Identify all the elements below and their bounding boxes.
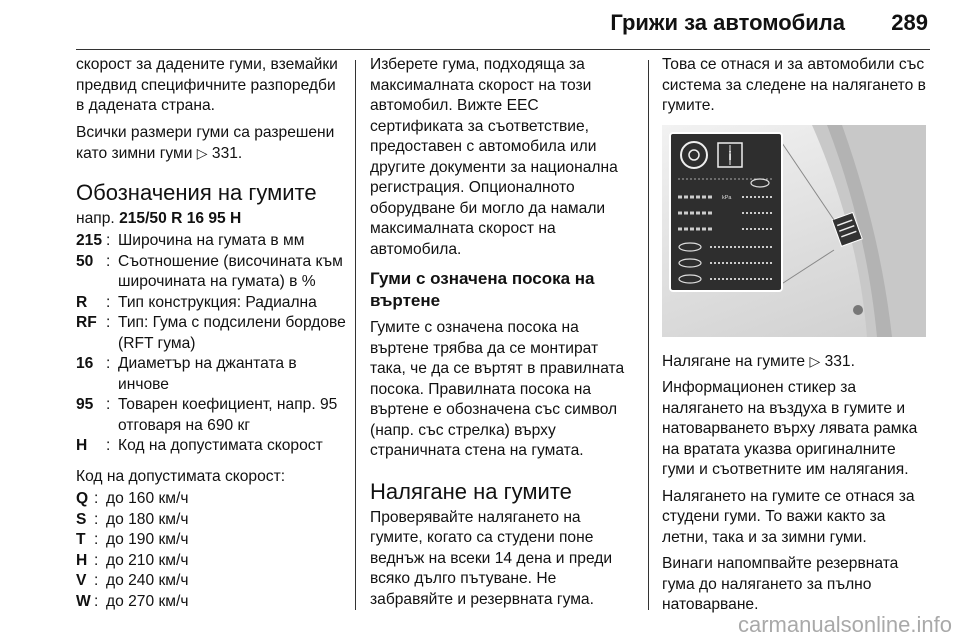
paragraph-winter-tyres: Всички размери гуми са разрешени като зимни гуми ▷ 331. <box>76 123 335 162</box>
column-1 <box>76 55 348 612</box>
column-2 <box>370 55 635 616</box>
definition-row-sep: : <box>106 437 111 454</box>
speed-code-list <box>76 489 348 612</box>
speed-row-sep: : <box>94 510 99 528</box>
speed-row-sep: : <box>94 551 99 569</box>
zoom-line <box>780 250 834 285</box>
page-reference-icon: ▷ <box>809 352 821 369</box>
definition-row-sep: : <box>106 293 111 311</box>
paragraph: Винаги напомпвайте резервната гума до налягането за пълно натоварване. <box>662 555 899 613</box>
tyre-code-definitions <box>76 231 348 457</box>
definition-row-value: Диаметър на джантата в инчове <box>118 355 297 393</box>
speed-row-value: до 160 км/ч <box>106 490 189 507</box>
definition-row <box>76 231 348 252</box>
definition-row-value: Тип конструкция: Радиална <box>118 293 317 311</box>
definition-row <box>76 395 348 436</box>
definition-row-value: Широчина на гумата в мм <box>118 232 305 249</box>
speed-row-key: T <box>76 531 86 548</box>
section-heading-tyre-designations: Обозначения на гумите <box>76 179 317 205</box>
sticker-unit: kPa <box>722 194 732 201</box>
speed-row <box>76 592 348 613</box>
definition-row <box>76 436 348 457</box>
definition-row-sep: : <box>106 232 111 249</box>
speed-row-key: Q <box>76 490 89 507</box>
speed-row-value: до 190 км/ч <box>106 531 189 548</box>
definition-row-value: Товарен коефициент, напр. 95 отговаря на 690 кг <box>118 396 338 434</box>
speed-row-sep: : <box>94 531 99 548</box>
speed-code-intro: Код на допустимата скорост: <box>76 467 286 485</box>
definition-row-key: 50 <box>76 252 94 270</box>
definition-row-key: 215 <box>76 232 103 249</box>
definition-row-value: Код на допустимата скорост <box>118 437 323 454</box>
definition-row <box>76 293 348 314</box>
page-reference-icon: ▷ <box>196 145 208 161</box>
paragraph: скорост за дадените гуми, вземайки предвид специфичните разпоредби в дадената страна. <box>76 56 338 114</box>
page-reference[interactable]: 331. <box>824 352 855 370</box>
speed-row-value: до 210 км/ч <box>106 551 189 569</box>
svg-text:i: i <box>728 148 732 163</box>
paragraph: Информационен стикер за налягането на въздуха в гумите и натоварването върху лявата рамка на вратата указва оригиналните гуми и съответните им налягания. <box>662 379 918 478</box>
door-hinge-bolt <box>853 305 863 315</box>
speed-row-value: до 270 км/ч <box>106 592 189 610</box>
section-heading-tyre-pressure: Налягане на гумите <box>370 478 572 504</box>
speed-row-value: до 180 км/ч <box>106 510 189 528</box>
watermark: carmanualsonline.info <box>737 612 952 637</box>
paragraph: Гумите с означена посока на въртене трябва да се монтират така, че да се въртят в правилната посока. Правилната посока на въртене е обозначена със символ (напр. със стрелка) върху страничната стена на гумата. <box>370 319 625 459</box>
column-divider-2 <box>648 60 649 610</box>
definition-row <box>76 252 348 293</box>
speed-row-key: V <box>76 572 87 589</box>
definition-row-value: Съотношение (височината към широчината на гумата) в % <box>118 252 343 290</box>
speed-row <box>76 510 348 531</box>
definition-row-key: R <box>76 293 88 311</box>
definition-row-key: RF <box>76 314 97 331</box>
section-heading-directional-tyres: Гуми с означена посока на въртене <box>370 269 595 310</box>
speed-row-key: W <box>76 592 91 610</box>
definition-row <box>76 313 348 354</box>
column-divider-1 <box>355 60 356 610</box>
speed-row-key: S <box>76 510 87 528</box>
paragraph: Налягането на гумите се отнася за студени гуми. То важи както за летни, така и за зимни гуми. <box>662 487 915 546</box>
page-reference[interactable]: 331. <box>211 145 243 162</box>
header-rule <box>76 49 930 50</box>
speed-row-sep: : <box>94 592 99 610</box>
paragraph: Изберете гума, подходяща за максималната скорост на този автомобил. Вижте ЕЕС сертификата за съответствие, предоставен с автомобила или другите документи за национална регистрация. Опционалното оборудване би могло да намали максималната скорост на автомобила. <box>370 56 618 258</box>
speed-row-sep: : <box>94 490 99 507</box>
definition-row-key: 16 <box>76 355 94 372</box>
speed-row <box>76 571 348 592</box>
definition-row-value: Тип: Гума с подсилени бордове (RFT гума) <box>118 314 346 352</box>
paragraph: Това се отнася и за автомобили със система за следене на налягането в гумите. <box>662 56 926 114</box>
example-line: напр. 215/50 R 16 95 H <box>76 209 242 227</box>
speed-row-value: до 240 км/ч <box>106 572 189 589</box>
definition-row-sep: : <box>106 252 111 270</box>
definition-row <box>76 354 348 395</box>
definition-row-sep: : <box>106 314 111 331</box>
speed-row <box>76 530 348 551</box>
door-frame-sticker-svg <box>662 125 926 337</box>
speed-row <box>76 551 348 572</box>
column-3 <box>662 55 932 622</box>
definition-row-sep: : <box>106 355 111 372</box>
page-number: 289 <box>891 10 928 35</box>
speed-row <box>76 489 348 510</box>
speed-row-sep: : <box>94 572 99 589</box>
example-code: 215/50 R 16 95 H <box>119 209 242 227</box>
definition-row-key: H <box>76 437 88 454</box>
definition-row-sep: : <box>106 396 111 413</box>
tyre-pressure-sticker-illustration <box>662 125 926 337</box>
page-header-title: Грижи за автомобила <box>610 10 845 35</box>
paragraph: Проверявайте налягането на гумите, когато са студени поне веднъж на всеки 14 дена и преди всяко дълго пътуване. Не забравяйте и резервната гума. <box>370 508 613 608</box>
definition-row-key: 95 <box>76 396 94 413</box>
speed-row-key: H <box>76 551 88 569</box>
paragraph-pressure-ref: Налягане на гумите ▷ 331. <box>662 352 855 370</box>
